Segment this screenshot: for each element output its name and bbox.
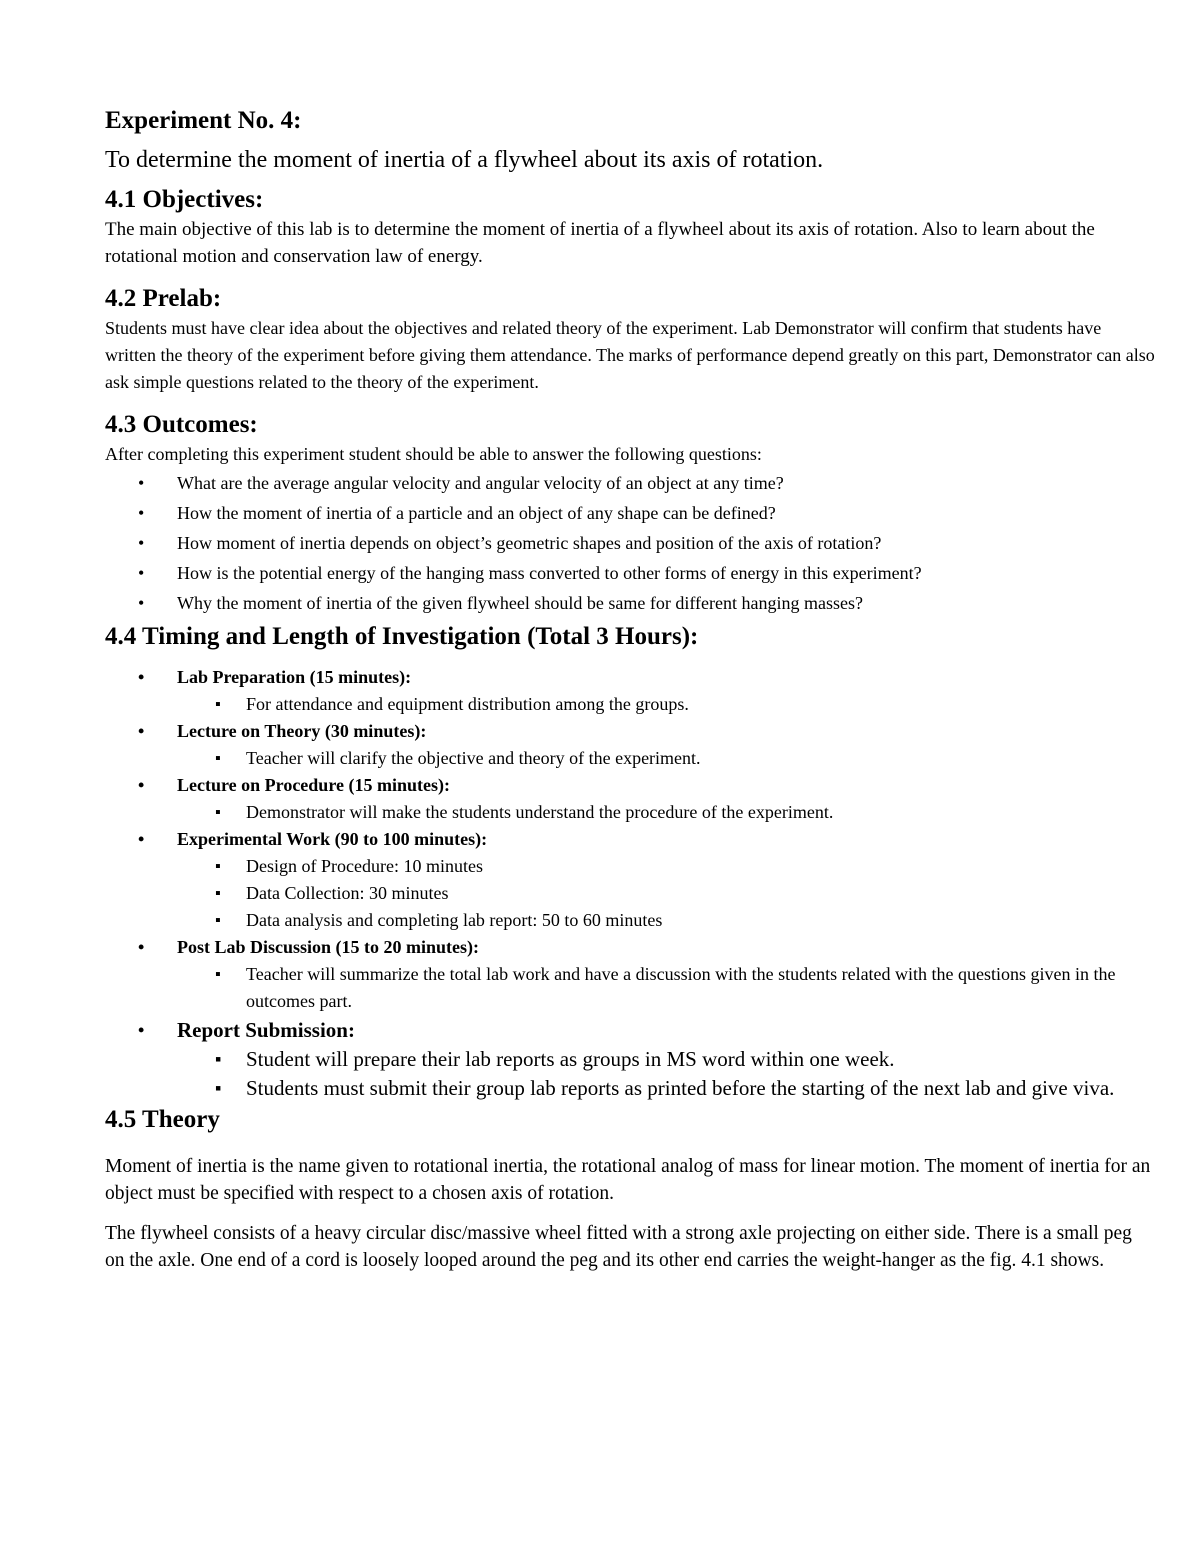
prelab-heading: 4.2 Prelab: bbox=[105, 285, 222, 312]
timing-item bbox=[105, 1015, 1155, 1102]
timing-item-label: Lab Preparation (15 minutes): bbox=[177, 667, 412, 687]
timing-item-label: Lecture on Procedure (15 minutes): bbox=[177, 775, 450, 795]
timing-sublist bbox=[177, 961, 1155, 1015]
list-item: • Why the moment of inertia of the given flywheel should be same for different hanging masses? bbox=[105, 588, 1155, 618]
document-body bbox=[105, 104, 1155, 1274]
timing-list bbox=[105, 664, 1155, 1102]
timing-item bbox=[105, 934, 1155, 1015]
list-item: ▪ For attendance and equipment distribution among the groups. bbox=[105, 691, 1155, 718]
timing-item bbox=[105, 772, 1155, 826]
theory-paragraph-2: The flywheel consists of a heavy circular disc/massive wheel fitted with a strong axle projecting on either side. There is a small peg on the axle. One end of a cord is loosely looped around the peg and its other end carries the weight-hanger as the fig. 4.1 shows. bbox=[105, 1223, 1132, 1271]
timing-sublist bbox=[177, 1045, 1155, 1102]
theory-heading: 4.5 Theory bbox=[105, 1106, 220, 1133]
list-item: • What are the average angular velocity and angular velocity of an object at any time? bbox=[105, 468, 1155, 498]
list-item: ▪ Student will prepare their lab reports as groups in MS word within one week. bbox=[105, 1045, 1155, 1074]
timing-item-label: Report Submission: bbox=[177, 1018, 355, 1042]
list-item: ▪ Teacher will clarify the objective and theory of the experiment. bbox=[105, 745, 1155, 772]
outcomes-heading: 4.3 Outcomes: bbox=[105, 411, 258, 438]
list-item: ▪ Data Collection: 30 minutes bbox=[105, 880, 1155, 907]
timing-item bbox=[105, 664, 1155, 718]
experiment-aim: To determine the moment of inertia of a flywheel about its axis of rotation. bbox=[105, 147, 824, 173]
timing-item-label: Lecture on Theory (30 minutes): bbox=[177, 721, 427, 741]
list-item: ▪ Design of Procedure: 10 minutes bbox=[105, 853, 1155, 880]
timing-sublist bbox=[177, 799, 1155, 826]
timing-sublist bbox=[177, 853, 1155, 934]
list-item: ▪ Demonstrator will make the students understand the procedure of the experiment. bbox=[105, 799, 1155, 826]
outcomes-list bbox=[105, 468, 1155, 618]
list-item: ▪ Students must submit their group lab reports as printed before the starting of the next lab and give viva. bbox=[105, 1074, 1155, 1103]
timing-item-label: Experimental Work (90 to 100 minutes): bbox=[177, 829, 488, 849]
timing-sublist bbox=[177, 745, 1155, 772]
timing-heading: 4.4 Timing and Length of Investigation (Total 3 Hours): bbox=[105, 623, 699, 650]
outcomes-intro: After completing this experiment student should be able to answer the following questions: bbox=[105, 444, 762, 464]
timing-sublist bbox=[177, 691, 1155, 718]
list-item: ▪ Data analysis and completing lab report: 50 to 60 minutes bbox=[105, 907, 1155, 934]
objectives-text: The main objective of this lab is to determine the moment of inertia of a flywheel about its axis of rotation. Also to learn about the rotational motion and conservation law of energy. bbox=[105, 219, 1095, 267]
prelab-text: Students must have clear idea about the objectives and related theory of the experiment. Lab Demonstrator will confirm that students have written the theory of the experiment before giving them attendance. The marks of performance depend greatly on this part, Demonstrator can also ask simple questions related to the theory of the experiment. bbox=[105, 318, 1155, 392]
list-item: • How is the potential energy of the hanging mass converted to other forms of energy in this experiment? bbox=[105, 558, 1155, 588]
list-item: ▪ Teacher will summarize the total lab work and have a discussion with the students related with the questions given in the outcomes part. bbox=[105, 961, 1155, 1015]
experiment-title: Experiment No. 4: bbox=[105, 107, 302, 134]
list-item: • How moment of inertia depends on object’s geometric shapes and position of the axis of rotation? bbox=[105, 528, 1155, 558]
theory-paragraph-1: Moment of inertia is the name given to rotational inertia, the rotational analog of mass for linear motion. The moment of inertia for an object must be specified with respect to a chosen axis of rotation. bbox=[105, 1156, 1151, 1204]
timing-item bbox=[105, 826, 1155, 934]
timing-item-label: Post Lab Discussion (15 to 20 minutes): bbox=[177, 937, 480, 957]
timing-item bbox=[105, 718, 1155, 772]
objectives-heading: 4.1 Objectives: bbox=[105, 186, 264, 213]
list-item: • How the moment of inertia of a particle and an object of any shape can be defined? bbox=[105, 498, 1155, 528]
